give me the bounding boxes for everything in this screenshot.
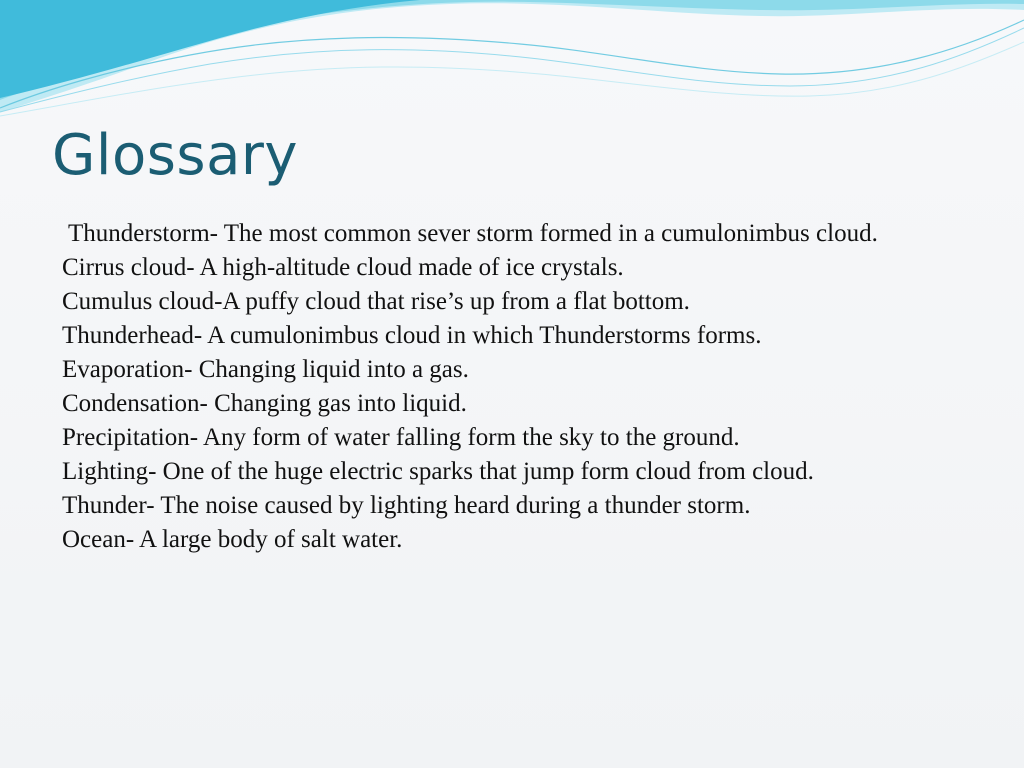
wave-header-decoration — [0, 0, 1024, 130]
glossary-term: Ocean- A large body of salt water. — [62, 526, 403, 553]
glossary-term: Thunderstorm- The most common sever storm formed in a cumulonimbus cloud. — [68, 220, 878, 247]
glossary-term: Evaporation- Changing liquid into a gas. — [62, 356, 469, 383]
glossary-term: Cumulus cloud-A puffy cloud that rise’s up from a flat bottom. — [62, 288, 690, 315]
glossary-term: Condensation- Changing gas into liquid. — [62, 390, 467, 417]
glossary-term: Cirrus cloud- A high-altitude cloud made of ice crystals. — [62, 254, 624, 281]
slide-title: Glossary — [52, 123, 299, 188]
glossary-list — [62, 220, 962, 560]
glossary-term: Precipitation- Any form of water falling form the sky to the ground. — [62, 424, 740, 451]
glossary-term: Thunderhead- A cumulonimbus cloud in which Thunderstorms forms. — [62, 322, 762, 349]
glossary-term: Thunder- The noise caused by lighting heard during a thunder storm. — [62, 492, 751, 519]
glossary-term: Lighting- One of the huge electric sparks that jump form cloud from cloud. — [62, 458, 814, 485]
